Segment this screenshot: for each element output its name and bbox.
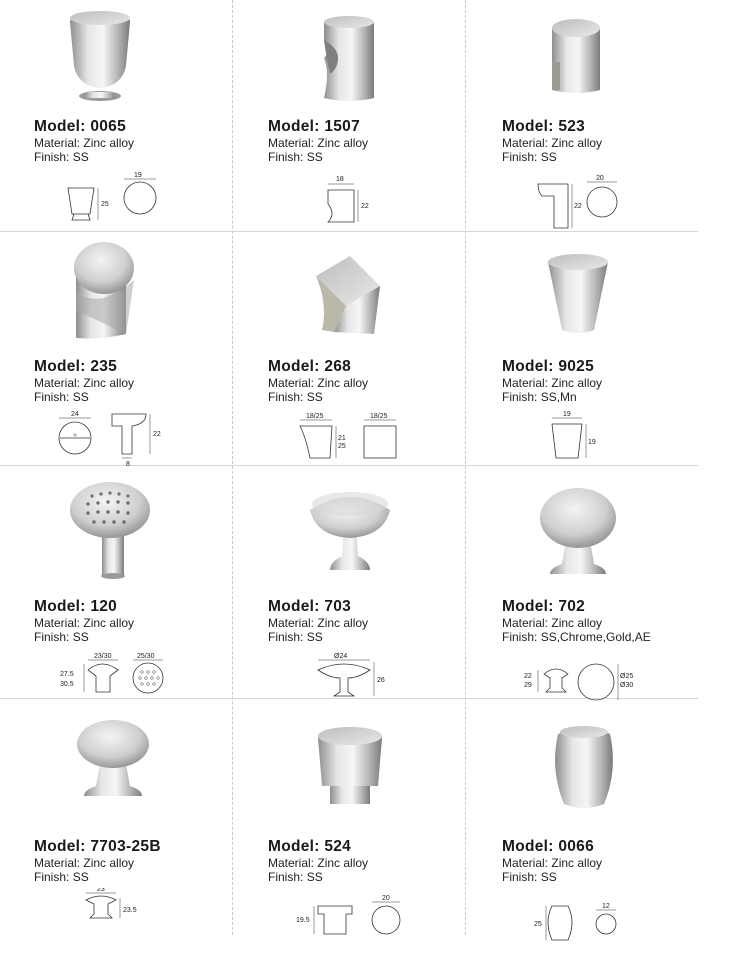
svg-text:25: 25: [338, 443, 346, 450]
material-line: Material: Zinc alloy: [502, 856, 603, 870]
finish-line: Finish: SS: [34, 630, 89, 644]
product-photo: [468, 480, 702, 592]
dimension-drawing: [234, 648, 468, 720]
dimension-drawing: [0, 648, 234, 720]
product-photo: [468, 720, 702, 832]
product-card: [0, 480, 234, 720]
product-photo: [0, 0, 234, 112]
model-title: Model: 235: [34, 358, 118, 375]
material-line: Material: Zinc alloy: [268, 136, 369, 150]
dimension-drawing: [0, 888, 234, 960]
product-card: [468, 720, 702, 960]
svg-text:23/30: 23/30: [94, 653, 112, 660]
svg-text:22: 22: [574, 203, 582, 210]
finish-line: Finish: SS,Mn: [502, 390, 577, 404]
material-line: Material: Zinc alloy: [34, 136, 135, 150]
material-line: Material: Zinc alloy: [268, 856, 369, 870]
svg-text:30.5: 30.5: [60, 681, 74, 688]
model-title: Model: 702: [502, 598, 586, 615]
model-title: Model: 523: [502, 118, 586, 135]
finish-line: Finish: SS: [34, 150, 89, 164]
dimension-drawing: [234, 408, 468, 480]
svg-text:Ø30: Ø30: [620, 682, 634, 689]
svg-text:20: 20: [596, 175, 604, 182]
dimension-drawing: [0, 408, 234, 480]
svg-text:19: 19: [134, 172, 142, 179]
product-card: [234, 480, 468, 720]
material-line: Material: Zinc alloy: [502, 376, 603, 390]
svg-text:Ø25: Ø25: [620, 673, 634, 680]
product-photo: [0, 480, 234, 592]
product-photo: [234, 0, 468, 112]
dimension-drawing: [0, 168, 234, 240]
product-card: [234, 0, 468, 240]
svg-text:18/25: 18/25: [306, 413, 324, 420]
finish-line: Finish: SS: [502, 870, 557, 884]
svg-text:Ø24: Ø24: [334, 653, 348, 660]
product-photo: [234, 480, 468, 592]
svg-text:21: 21: [338, 435, 346, 442]
model-title: Model: 9025: [502, 358, 595, 375]
finish-line: Finish: SS: [268, 630, 323, 644]
material-line: Material: Zinc alloy: [34, 616, 135, 630]
dimension-drawing: [234, 168, 468, 240]
svg-text:23: 23: [97, 888, 105, 893]
product-card: [0, 240, 234, 480]
finish-line: Finish: SS,Chrome,Gold,AE: [502, 630, 651, 644]
dimension-drawing: [468, 408, 702, 480]
svg-text:19.5: 19.5: [296, 917, 310, 924]
product-photo: [468, 0, 702, 112]
svg-text:22: 22: [361, 203, 369, 210]
dimension-drawing: [468, 888, 702, 960]
model-title: Model: 7703-25B: [34, 838, 161, 855]
dimension-drawing: [468, 168, 702, 240]
dimension-drawing: [468, 648, 702, 720]
product-photo: [0, 720, 234, 832]
model-title: Model: 703: [268, 598, 352, 615]
svg-text:25/30: 25/30: [137, 653, 155, 660]
svg-text:25: 25: [534, 921, 542, 928]
svg-text:12: 12: [602, 903, 610, 910]
svg-text:22: 22: [524, 673, 532, 680]
material-line: Material: Zinc alloy: [268, 376, 369, 390]
product-card: [468, 240, 702, 480]
model-title: Model: 524: [268, 838, 352, 855]
material-line: Material: Zinc alloy: [34, 856, 135, 870]
svg-text:19: 19: [563, 411, 571, 418]
product-card: [234, 720, 468, 960]
finish-line: Finish: SS: [268, 870, 323, 884]
product-photo: [234, 720, 468, 832]
svg-text:23.5: 23.5: [123, 907, 137, 914]
material-line: Material: Zinc alloy: [268, 616, 369, 630]
product-card: [468, 0, 702, 240]
model-title: Model: 0065: [34, 118, 127, 135]
product-card: [0, 720, 234, 960]
product-photo: [0, 240, 234, 352]
material-line: Material: Zinc alloy: [502, 136, 603, 150]
finish-line: Finish: SS: [268, 390, 323, 404]
svg-text:25: 25: [101, 201, 109, 208]
dimension-drawing: [234, 888, 468, 960]
model-title: Model: 120: [34, 598, 118, 615]
svg-text:18/25: 18/25: [370, 413, 388, 420]
product-card: [234, 240, 468, 480]
svg-text:18: 18: [336, 176, 344, 183]
svg-text:27.5: 27.5: [60, 671, 74, 678]
model-title: Model: 1507: [268, 118, 361, 135]
svg-text:20: 20: [382, 895, 390, 902]
svg-text:22: 22: [153, 431, 161, 438]
model-title: Model: 0066: [502, 838, 595, 855]
finish-line: Finish: SS: [34, 390, 89, 404]
svg-text:29: 29: [524, 682, 532, 689]
svg-text:19: 19: [588, 439, 596, 446]
material-line: Material: Zinc alloy: [502, 616, 603, 630]
material-line: Material: Zinc alloy: [34, 376, 135, 390]
product-card: [0, 0, 234, 240]
product-photo: [234, 240, 468, 352]
svg-text:24: 24: [71, 411, 79, 418]
model-title: Model: 268: [268, 358, 352, 375]
product-photo: [468, 240, 702, 352]
product-card: [468, 480, 702, 720]
finish-line: Finish: SS: [34, 870, 89, 884]
svg-text:8: 8: [126, 461, 130, 468]
finish-line: Finish: SS: [268, 150, 323, 164]
finish-line: Finish: SS: [502, 150, 557, 164]
svg-text:26: 26: [377, 677, 385, 684]
